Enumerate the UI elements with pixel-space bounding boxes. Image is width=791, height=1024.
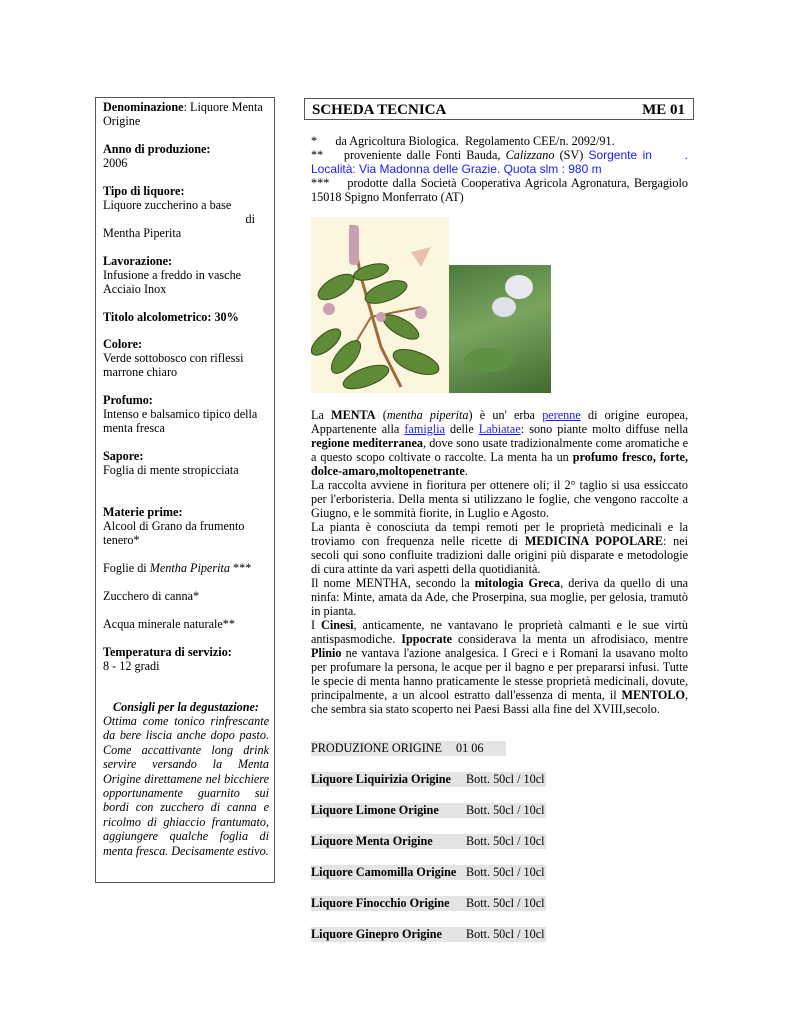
paragraph-5 bbox=[311, 618, 688, 716]
link-famiglia[interactable]: famiglia bbox=[404, 422, 445, 436]
text: ( bbox=[375, 408, 387, 422]
text: La pianta è conosciuta da tempi remoti per le proprietà medicinali e la troviamo con frequenza nelle ricette di bbox=[311, 520, 688, 548]
denominazione bbox=[103, 100, 269, 128]
anno bbox=[103, 142, 269, 170]
product-size: Bott. 50cl / 10cl bbox=[466, 865, 545, 879]
text: mitologia Greca bbox=[474, 576, 561, 590]
label: Denominazione bbox=[103, 100, 184, 114]
mint-photo bbox=[449, 265, 551, 393]
text: MENTA bbox=[331, 408, 376, 422]
text: ) è un' erba bbox=[468, 408, 543, 422]
value: Foglia di mente stropicciata bbox=[103, 463, 239, 477]
text: MEDICINA POPOLARE bbox=[524, 534, 663, 548]
temperatura bbox=[103, 645, 269, 673]
label: Sapore: bbox=[103, 449, 144, 463]
text: regione mediterranea bbox=[311, 436, 423, 450]
colore bbox=[103, 337, 269, 379]
value: Mentha Piperita bbox=[103, 226, 182, 240]
value: Intenso e balsamico tipico della menta fresca bbox=[103, 407, 258, 435]
materia-zucchero: Zucchero di canna* bbox=[103, 589, 200, 603]
text: , deriva da quello di una ninfa: Minte, amata da Ade, che Proserpina, sua moglie, per gelosia, tramutò in pianta. bbox=[311, 576, 688, 618]
lavorazione bbox=[103, 254, 269, 296]
mint-illustration bbox=[311, 217, 449, 393]
product-size: Bott. 50cl / 10cl bbox=[466, 896, 545, 910]
page-title: SCHEDA TECNICA bbox=[312, 102, 447, 118]
paragraph-3 bbox=[311, 520, 688, 576]
materia-acqua: Acqua minerale naturale** bbox=[103, 617, 235, 631]
label: Tipo di liquore: bbox=[103, 184, 185, 198]
text: mentha piperita bbox=[386, 408, 469, 422]
text: Foglie di bbox=[103, 561, 150, 575]
value: di bbox=[245, 212, 255, 226]
product-row bbox=[311, 896, 546, 911]
text: considerava la menta un afrodisiaco, mentre bbox=[452, 632, 688, 646]
text: . bbox=[464, 464, 468, 478]
tipo bbox=[103, 184, 269, 240]
text: Il nome MENTHA, secondo la bbox=[311, 576, 475, 590]
text: di origine europea, Appartenente alla bbox=[311, 408, 689, 436]
text: : nei secoli qui sono confluite tradizioni dalle origini più disparate e metodologie di cura attinte da vari aspetti della quotidianità. bbox=[311, 534, 688, 576]
product-code: ME 01 bbox=[642, 102, 685, 118]
text: ** proveniente dalle Fonti Bauda, bbox=[311, 148, 506, 162]
product-name: Liquore Limone Origine bbox=[311, 803, 439, 817]
consigli-text: Ottima come tonico rinfrescante da bere liscia anche dopo pasto. Come accattivante long drink servire versando la Menta Origine direttamene nel bicchiere opportunamente guarnito sui bordi con zucchero di canna e ricolmo di ghiaccio frantumato, aggiungere qualche foglia di menta fresca. Decisamente estivo. bbox=[103, 714, 269, 858]
text: delle bbox=[444, 422, 479, 436]
text: , dove sono usate tradizionalmente come aromatiche e a questo scopo coltivate o raccolte. La menta ha un bbox=[311, 436, 688, 464]
description bbox=[311, 408, 688, 716]
text: Plinio bbox=[311, 646, 342, 660]
profumo bbox=[103, 393, 269, 435]
page-title-box bbox=[304, 98, 694, 120]
product-size: Bott. 50cl / 10cl bbox=[466, 927, 545, 941]
text: Calizzano bbox=[505, 148, 555, 162]
consigli bbox=[103, 700, 269, 858]
product-size: Bott. 50cl / 10cl bbox=[466, 772, 545, 786]
sapore bbox=[103, 449, 269, 477]
text: *** bbox=[229, 561, 252, 575]
consigli-title: Consigli per la degustazione: bbox=[113, 700, 259, 714]
product-size: Bott. 50cl / 10cl bbox=[466, 834, 545, 848]
note-1: * da Agricoltura Biologica. Regolamento CEE/n. 2092/91. bbox=[311, 134, 615, 148]
link-labiatae[interactable]: Labiatae bbox=[478, 422, 521, 436]
text: Mentha Piperita bbox=[149, 561, 230, 575]
text: (SV) bbox=[554, 148, 589, 162]
link-perenne[interactable]: perenne bbox=[542, 408, 581, 422]
value: 8 - 12 gradi bbox=[103, 659, 160, 673]
product-size: Bott. 50cl / 10cl bbox=[466, 803, 545, 817]
production-code: 01 06 bbox=[456, 741, 484, 755]
materie-prime bbox=[103, 505, 269, 547]
text: I bbox=[311, 618, 322, 632]
text: , che sembra sia stato scoperto nei Paesi Bassi alla fine del XVIII,secolo. bbox=[311, 688, 688, 716]
production-label: PRODUZIONE ORIGINE bbox=[311, 741, 443, 755]
value: Infusione a freddo in vasche Acciaio Inox bbox=[103, 268, 242, 296]
footnotes bbox=[311, 134, 692, 204]
paragraph-1 bbox=[311, 408, 688, 478]
label: Anno di produzione: bbox=[103, 142, 211, 156]
product-name: Liquore Liquirizia Origine bbox=[311, 772, 451, 786]
production-header bbox=[311, 741, 506, 756]
note-3: *** prodotte dalla Società Cooperativa Agricola Agronatura, Bergagiolo 15018 Spigno Monferrato (AT) bbox=[311, 176, 692, 204]
text: profumo fresco, forte, dolce-amaro,moltopenetrante bbox=[311, 450, 688, 478]
product-name: Liquore Ginepro Origine bbox=[311, 927, 442, 941]
text: : sono piante molto diffuse nella bbox=[520, 422, 688, 436]
label: Lavorazione: bbox=[103, 254, 173, 268]
label: Temperatura di servizio: bbox=[103, 645, 232, 659]
text: ne vantava l'azione analgesica. I Greci e i Romani la usavano molto per profumare la persona, le acque per il bagno e per prepararsi infusi. Tutte le specie di menta hanno praticamente le stesse proprietà medicinali, dovute, principalmente, a un alcool estratto dall'essenza di menta, il bbox=[311, 646, 688, 702]
value: Liquore zuccherino a base bbox=[103, 198, 232, 212]
label: Colore: bbox=[103, 337, 143, 351]
paragraph-4 bbox=[311, 576, 688, 618]
text: Ippocrate bbox=[401, 632, 453, 646]
value: Verde sottobosco con riflessi marrone chiaro bbox=[103, 351, 244, 379]
label: Profumo: bbox=[103, 393, 153, 407]
text: Sorgente in . Località: Via Madonna delle Grazie. Quota slm : 980 m bbox=[311, 148, 692, 176]
label: Materie prime: bbox=[103, 505, 183, 519]
product-row bbox=[311, 865, 546, 880]
paragraph-2: La raccolta avviene in fioritura per ottenere oli; il 2° taglio si usa essiccato per l'erboristeria. Della menta si utilizzano le foglie, che vengono raccolte a Giugno, e le sommità fiorite, in Luglio e Agosto. bbox=[311, 478, 688, 520]
product-name: Liquore Camomilla Origine bbox=[311, 865, 457, 879]
titolo bbox=[103, 310, 269, 324]
product-name: Liquore Finocchio Origine bbox=[311, 896, 450, 910]
text: Cinesi bbox=[321, 618, 354, 632]
note-2 bbox=[311, 148, 692, 176]
product-row bbox=[311, 834, 546, 849]
product-name: Liquore Menta Origine bbox=[311, 834, 433, 848]
product-row bbox=[311, 927, 546, 942]
text: MENTOLO bbox=[621, 688, 685, 702]
text: La bbox=[311, 408, 332, 422]
value: 2006 bbox=[103, 156, 128, 170]
text: , anticamente, ne vantavano le proprietà calmanti e le sue virtù antispasmodiche. bbox=[311, 618, 688, 646]
product-row bbox=[311, 772, 546, 787]
label: Titolo alcolometrico: 30% bbox=[103, 310, 239, 324]
value: Alcool di Grano da frumento tenero* bbox=[103, 519, 245, 547]
materia-foglie bbox=[103, 561, 269, 575]
value: : Liquore Menta Origine bbox=[103, 100, 263, 128]
product-row bbox=[311, 803, 546, 818]
